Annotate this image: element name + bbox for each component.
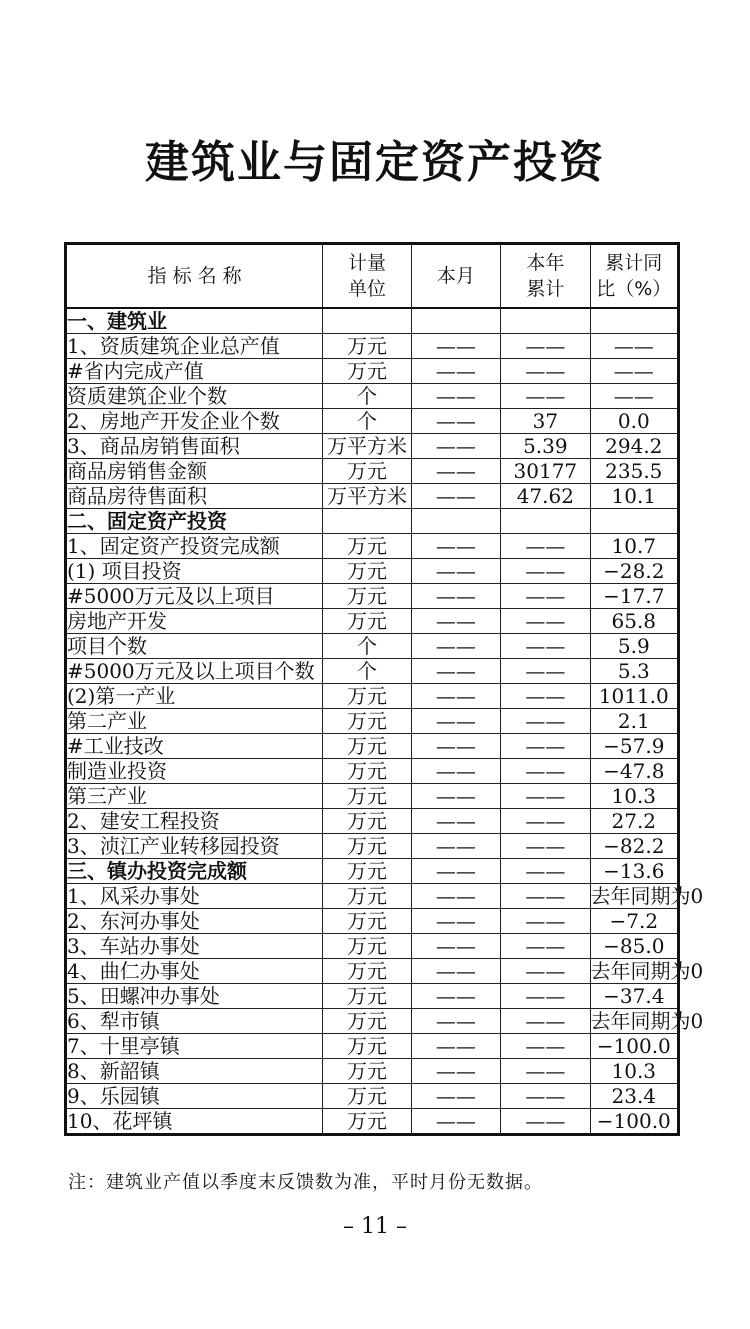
unit-cell: 万元 — [323, 809, 411, 834]
indicator-name-cell: 项目个数 — [66, 634, 323, 659]
this-month-cell: —— — [411, 1109, 500, 1135]
this-month-cell: —— — [411, 559, 500, 584]
indicator-name-cell: 一、建筑业 — [66, 308, 323, 334]
unit-cell: 个 — [323, 409, 411, 434]
indicator-name-cell: 1、资质建筑企业总产值 — [66, 334, 323, 359]
this-month-cell: —— — [411, 334, 500, 359]
this-month-cell: —— — [411, 934, 500, 959]
indicator-name-cell: 商品房待售面积 — [66, 484, 323, 509]
year-to-date-cell: —— — [501, 684, 590, 709]
indicator-name-cell: #工业技改 — [66, 734, 323, 759]
year-to-date-cell: 47.62 — [501, 484, 590, 509]
this-month-cell: —— — [411, 959, 500, 984]
header-this-month: 本月 — [411, 244, 500, 309]
indicator-name-cell: 2、建安工程投资 — [66, 809, 323, 834]
table-row — [66, 959, 679, 984]
indicator-name-cell: 3、浈江产业转移园投资 — [66, 834, 323, 859]
yoy-percent-cell: —— — [590, 359, 678, 384]
table-row — [66, 684, 679, 709]
year-to-date-cell: —— — [501, 784, 590, 809]
table-row — [66, 484, 679, 509]
unit-cell: 万元 — [323, 759, 411, 784]
page-title: 建筑业与固定资产投资 — [145, 137, 605, 188]
yoy-percent-cell: −47.8 — [590, 759, 678, 784]
year-to-date-cell: —— — [501, 1084, 590, 1109]
yoy-percent-cell: 10.7 — [590, 534, 678, 559]
yoy-percent-cell: 去年同期为0 — [590, 959, 704, 983]
unit-cell: 万平方米 — [323, 484, 411, 509]
indicator-name-cell: 9、乐园镇 — [66, 1084, 323, 1109]
yoy-percent-cell: −85.0 — [590, 934, 678, 959]
year-to-date-cell: —— — [501, 1009, 590, 1034]
yoy-percent-cell: 10.3 — [590, 1059, 678, 1084]
this-month-cell: —— — [411, 884, 500, 909]
indicator-name-cell: 第三产业 — [66, 784, 323, 809]
table-row — [66, 559, 679, 584]
indicator-name-cell: 资质建筑企业个数 — [66, 384, 323, 409]
indicator-name-cell: 7、十里亭镇 — [66, 1034, 323, 1059]
year-to-date-cell: 37 — [501, 409, 590, 434]
table-row — [66, 1109, 679, 1135]
year-to-date-cell: —— — [501, 1034, 590, 1059]
indicator-name-cell: 10、花坪镇 — [66, 1109, 323, 1135]
table-row — [66, 509, 679, 534]
this-month-cell: —— — [411, 1084, 500, 1109]
table-row — [66, 384, 679, 409]
this-month-cell: —— — [411, 584, 500, 609]
year-to-date-cell: —— — [501, 984, 590, 1009]
table-row — [66, 884, 679, 909]
unit-cell — [323, 509, 411, 534]
yoy-percent-cell: −13.6 — [590, 859, 678, 884]
table-row — [66, 434, 679, 459]
table-row — [66, 784, 679, 809]
indicator-name-cell: #5000万元及以上项目 — [66, 584, 323, 609]
table-row — [66, 984, 679, 1009]
unit-cell — [323, 308, 411, 334]
year-to-date-cell — [501, 509, 590, 534]
indicator-name-cell: 6、犁市镇 — [66, 1009, 323, 1034]
this-month-cell: —— — [411, 809, 500, 834]
year-to-date-cell: —— — [501, 809, 590, 834]
indicator-name-cell: 4、曲仁办事处 — [66, 959, 323, 984]
year-to-date-cell: —— — [501, 659, 590, 684]
unit-cell: 万元 — [323, 784, 411, 809]
this-month-cell: —— — [411, 1034, 500, 1059]
this-month-cell: —— — [411, 609, 500, 634]
table-row — [66, 809, 679, 834]
indicator-name-cell: 3、商品房销售面积 — [66, 434, 323, 459]
table-row — [66, 1009, 679, 1034]
yoy-percent-cell: −82.2 — [590, 834, 678, 859]
indicator-name-cell: 8、新韶镇 — [66, 1059, 323, 1084]
unit-cell: 万元 — [323, 684, 411, 709]
indicator-name-cell: 制造业投资 — [66, 759, 323, 784]
unit-cell: 万元 — [323, 459, 411, 484]
year-to-date-cell: 5.39 — [501, 434, 590, 459]
unit-cell: 万元 — [323, 734, 411, 759]
yoy-percent-cell: —— — [590, 334, 678, 359]
unit-cell: 万元 — [323, 359, 411, 384]
table-row — [66, 634, 679, 659]
year-to-date-cell: —— — [501, 934, 590, 959]
this-month-cell: —— — [411, 709, 500, 734]
yoy-percent-cell: 2.1 — [590, 709, 678, 734]
header-indicator-name: 指 标 名 称 — [66, 244, 323, 309]
table-row — [66, 1034, 679, 1059]
indicator-name-cell: 商品房销售金额 — [66, 459, 323, 484]
year-to-date-cell: —— — [501, 709, 590, 734]
year-to-date-cell: —— — [501, 634, 590, 659]
indicator-name-cell: 3、车站办事处 — [66, 934, 323, 959]
yoy-percent-cell: 10.1 — [590, 484, 678, 509]
year-to-date-cell: —— — [501, 1059, 590, 1084]
year-to-date-cell: —— — [501, 734, 590, 759]
header-year-to-date: 本年 累计 — [501, 244, 590, 309]
year-to-date-cell: —— — [501, 859, 590, 884]
year-to-date-cell: —— — [501, 909, 590, 934]
indicator-name-cell: 1、风采办事处 — [66, 884, 323, 909]
table-header-row — [66, 244, 679, 309]
indicator-name-cell: 2、东河办事处 — [66, 909, 323, 934]
this-month-cell: —— — [411, 409, 500, 434]
yoy-percent-cell: −100.0 — [590, 1109, 678, 1135]
footnote: 注：建筑业产值以季度末反馈数为准，平时月份无数据。 — [68, 1172, 543, 1193]
year-to-date-cell: —— — [501, 609, 590, 634]
this-month-cell: —— — [411, 459, 500, 484]
yoy-percent-cell: 10.3 — [590, 784, 678, 809]
unit-cell: 万元 — [323, 909, 411, 934]
this-month-cell: —— — [411, 359, 500, 384]
unit-cell: 万元 — [323, 709, 411, 734]
yoy-percent-cell: 5.9 — [590, 634, 678, 659]
unit-cell: 万元 — [323, 334, 411, 359]
header-unit: 计量 单位 — [323, 244, 411, 309]
unit-cell: 个 — [323, 384, 411, 409]
yoy-percent-cell: 65.8 — [590, 609, 678, 634]
year-to-date-cell — [501, 308, 590, 334]
this-month-cell: —— — [411, 684, 500, 709]
year-to-date-cell: —— — [501, 559, 590, 584]
table-row — [66, 659, 679, 684]
this-month-cell: —— — [411, 384, 500, 409]
unit-cell: 万元 — [323, 534, 411, 559]
this-month-cell: —— — [411, 984, 500, 1009]
table-row — [66, 934, 679, 959]
unit-cell: 万元 — [323, 584, 411, 609]
page-number: – 11 – — [343, 1214, 407, 1239]
this-month-cell: —— — [411, 1059, 500, 1084]
this-month-cell: —— — [411, 759, 500, 784]
year-to-date-cell: —— — [501, 584, 590, 609]
table-row — [66, 709, 679, 734]
unit-cell: 万元 — [323, 959, 411, 984]
table-row — [66, 584, 679, 609]
table-row — [66, 759, 679, 784]
unit-cell: 万元 — [323, 609, 411, 634]
yoy-percent-cell: 23.4 — [590, 1084, 678, 1109]
this-month-cell — [411, 308, 500, 334]
this-month-cell: —— — [411, 659, 500, 684]
this-month-cell: —— — [411, 909, 500, 934]
indicator-name-cell: #5000万元及以上项目个数 — [66, 659, 323, 684]
yoy-percent-cell: −100.0 — [590, 1034, 678, 1059]
this-month-cell: —— — [411, 1009, 500, 1034]
this-month-cell: —— — [411, 784, 500, 809]
table-row — [66, 534, 679, 559]
table-row — [66, 859, 679, 884]
yoy-percent-cell: 5.3 — [590, 659, 678, 684]
unit-cell: 万元 — [323, 1109, 411, 1135]
unit-cell: 万元 — [323, 1084, 411, 1109]
yoy-percent-cell: −37.4 — [590, 984, 678, 1009]
yoy-percent-cell: 294.2 — [590, 434, 678, 459]
this-month-cell: —— — [411, 634, 500, 659]
unit-cell: 万元 — [323, 1009, 411, 1034]
yoy-percent-cell — [590, 308, 678, 334]
year-to-date-cell: —— — [501, 884, 590, 909]
unit-cell: 万元 — [323, 859, 411, 884]
unit-cell: 万元 — [323, 984, 411, 1009]
statistics-table — [64, 242, 704, 1136]
yoy-percent-cell: −28.2 — [590, 559, 678, 584]
yoy-percent-cell: −7.2 — [590, 909, 678, 934]
this-month-cell: —— — [411, 484, 500, 509]
indicator-name-cell: 5、田螺冲办事处 — [66, 984, 323, 1009]
yoy-percent-cell: 0.0 — [590, 409, 678, 434]
indicator-name-cell: (1) 项目投资 — [66, 559, 323, 584]
yoy-percent-cell: −57.9 — [590, 734, 678, 759]
year-to-date-cell: —— — [501, 834, 590, 859]
table-row — [66, 308, 679, 334]
table-row — [66, 1059, 679, 1084]
table-row — [66, 834, 679, 859]
year-to-date-cell: 30177 — [501, 459, 590, 484]
unit-cell: 个 — [323, 659, 411, 684]
unit-cell: 万元 — [323, 1034, 411, 1059]
header-yoy-percent: 累计同 比（%） — [590, 244, 678, 309]
this-month-cell: —— — [411, 434, 500, 459]
table-row — [66, 409, 679, 434]
table-row — [66, 609, 679, 634]
indicator-name-cell: 2、房地产开发企业个数 — [66, 409, 323, 434]
yoy-percent-cell: 235.5 — [590, 459, 678, 484]
year-to-date-cell: —— — [501, 959, 590, 984]
yoy-percent-cell: 去年同期为0 — [590, 1009, 704, 1033]
table-row — [66, 459, 679, 484]
table-row — [66, 359, 679, 384]
year-to-date-cell: —— — [501, 384, 590, 409]
unit-cell: 万平方米 — [323, 434, 411, 459]
table-row — [66, 1084, 679, 1109]
indicator-name-cell: 二、固定资产投资 — [66, 509, 323, 534]
table-row — [66, 334, 679, 359]
unit-cell: 万元 — [323, 884, 411, 909]
table-row — [66, 734, 679, 759]
unit-cell: 个 — [323, 634, 411, 659]
this-month-cell: —— — [411, 834, 500, 859]
this-month-cell: —— — [411, 534, 500, 559]
indicator-name-cell: (2)第一产业 — [66, 684, 323, 709]
year-to-date-cell: —— — [501, 359, 590, 384]
this-month-cell — [411, 509, 500, 534]
unit-cell: 万元 — [323, 834, 411, 859]
yoy-percent-cell: 27.2 — [590, 809, 678, 834]
unit-cell: 万元 — [323, 934, 411, 959]
yoy-percent-cell — [590, 509, 678, 534]
indicator-name-cell: 三、镇办投资完成额 — [66, 859, 323, 884]
yoy-percent-cell: —— — [590, 384, 678, 409]
indicator-name-cell: 第二产业 — [66, 709, 323, 734]
year-to-date-cell: —— — [501, 334, 590, 359]
unit-cell: 万元 — [323, 559, 411, 584]
indicator-name-cell: 1、固定资产投资完成额 — [66, 534, 323, 559]
table-row — [66, 909, 679, 934]
this-month-cell: —— — [411, 859, 500, 884]
yoy-percent-cell: −17.7 — [590, 584, 678, 609]
yoy-percent-cell: 1011.0 — [590, 684, 678, 709]
year-to-date-cell: —— — [501, 1109, 590, 1135]
indicator-name-cell: #省内完成产值 — [66, 359, 323, 384]
year-to-date-cell: —— — [501, 759, 590, 784]
indicator-name-cell: 房地产开发 — [66, 609, 323, 634]
unit-cell: 万元 — [323, 1059, 411, 1084]
this-month-cell: —— — [411, 734, 500, 759]
year-to-date-cell: —— — [501, 534, 590, 559]
yoy-percent-cell: 去年同期为0 — [590, 884, 704, 908]
